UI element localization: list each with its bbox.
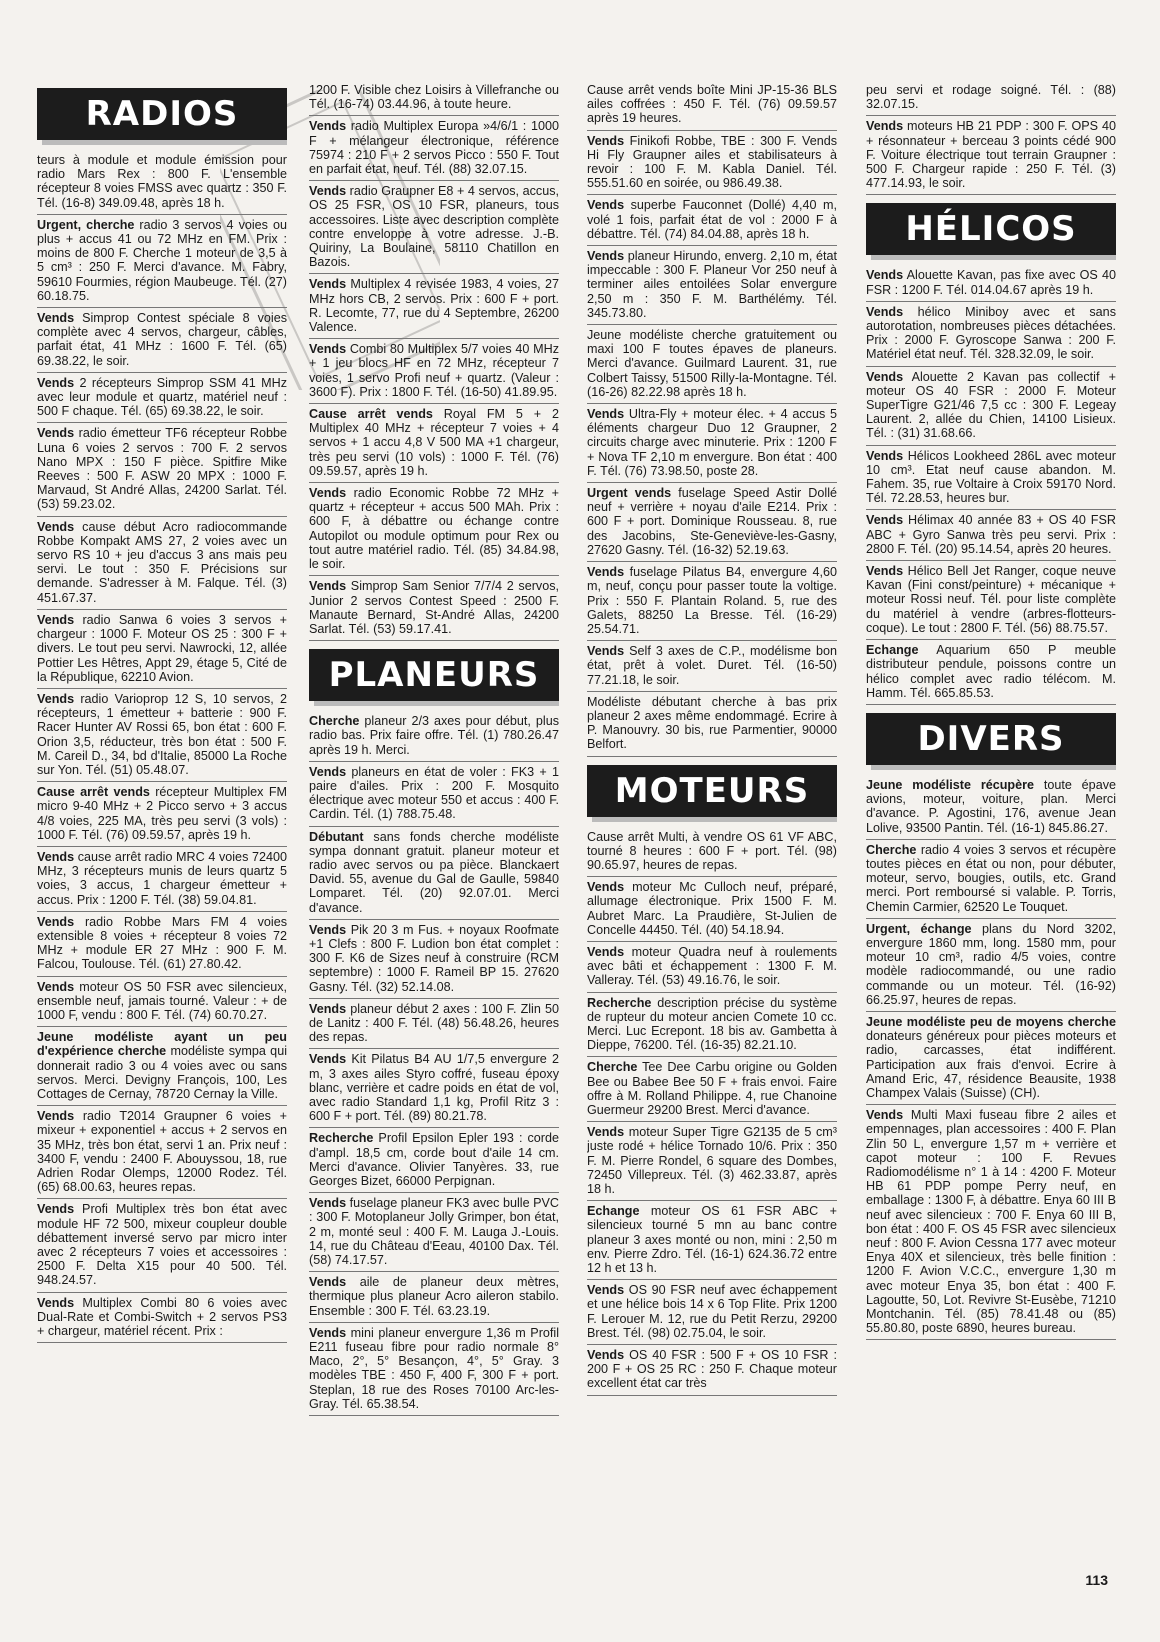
ad-text: Simprop Sam Senior 7/7/4 2 servos, Junior 2 servos Contest Speed : 2500 F. Manaute Bernard, St-André Allas, 24200 Sarlat. Tél. (53) 59.17.41. <box>309 579 559 636</box>
ad-text: radio Varioprop 12 S, 10 servos, 2 récepteurs, 1 émetteur + batterie : 900 F. Racer Hunter AV Rossi 65, bon état : 600 F. Orion 3,5, réducteur, très bon état : 500 F. M. Careil D., 34, bd d'Italie, 85000 La Roche sur Yon. Tél. (51) 05.48.07. <box>37 691 287 777</box>
classified-ad <box>37 977 287 1028</box>
classified-ad <box>37 782 287 847</box>
classified-ad <box>37 689 287 782</box>
ad-lead: Jeune modéliste récupère <box>866 777 1035 792</box>
ad-lead: Vends <box>37 1202 75 1217</box>
ad-lead: Vends <box>587 880 625 895</box>
ad-lead: Débutant <box>309 829 364 844</box>
ad-text: teurs à module et module émission pour radio Mars Rex : 800 F. L'ensemble récepteur 8 voies FMSS avec quartz : 350 F. Tél. (16-8) 349.09.48, après 18 h. <box>37 153 287 210</box>
ad-lead: Vends <box>866 513 904 528</box>
classified-ad <box>309 711 559 762</box>
ad-text: Multiplex Combi 80 6 voies avec Dual-Rate et Combi-Switch + 2 servos PS3 + chargeur, matériel récent. Prix : <box>37 1295 287 1339</box>
classified-ad <box>37 423 287 516</box>
ad-text: moteur Super Tigre G2135 de 5 cm³ juste rodé + hélice Tornado 10/6. Prix : 350 F. M. Pierre Rondel, 6 square des Dombes, 72450 Villepreux. Tél. (3) 462.33.87, après 18 h. <box>587 1125 837 1196</box>
ad-lead: Vends <box>309 579 347 594</box>
ad-text: Modéliste débutant cherche à bas prix planeur 2 axes même endommagé. Ecrire à P. Manouvry. 30 bis, rue Parmentier, 90000 Belfort. <box>587 694 837 752</box>
section-header-planeurs: PLANEURS <box>309 649 559 701</box>
ad-lead: Vends <box>587 198 625 213</box>
ad-text: radio Robbe Mars FM 4 voies extensible 8 voies + récepteur 8 voies 72 MHz + module ER 27 MHz : 900 F. M. Falcou, Toulouse. Tél. (61) 27.80.42. <box>37 914 287 972</box>
classified-ad <box>866 919 1116 1012</box>
ad-lead: Vends <box>587 407 625 422</box>
classified-ad <box>309 116 559 181</box>
section-header-helicos: HÉLICOS <box>866 203 1116 255</box>
ad-lead: Vends <box>866 119 904 134</box>
classified-ad <box>37 847 287 912</box>
ad-text: OS 40 FSR : 500 F + OS 10 FSR : 200 F + OS 25 RC : 250 F. Chaque moteur excellent état car très <box>587 1348 837 1391</box>
ads-divers <box>866 775 1116 1341</box>
classified-ad <box>866 367 1116 446</box>
ad-text: description précise du système de rupteur du moteur ancien Comete 10 cc. Merci. Luc Ecrepont. 18 bis av. Gambetta à Dieppe, 76200. Tél. (16-35) 82.21.10. <box>587 995 837 1053</box>
ad-lead: Echange <box>587 1204 640 1219</box>
ad-text: radio Sanwa 6 voies 3 servos + chargeur : 1000 F. Moteur OS 25 : 300 F + divers. Le tout peu servi. Nawrocki, 12, allée Pottier Les Hêtres, Appt 29, étage 5, Cité de la République, 62210 Avion. <box>37 612 287 684</box>
ad-text: Multiplex 4 revisée 1983, 4 voies, 27 MHz hors CB, 2 servos. Prix : 600 F + port. R. Lecomte, 77, rue du 4 Septembre, 26200 Valence. <box>309 277 559 335</box>
ads-planeurs <box>309 711 559 1416</box>
ad-text: moteur Quadra neuf à roulements avec bâti et échappement : 1300 F. M. Valleray. Tél. (53) 49.16.76, le soir. <box>587 944 837 988</box>
ad-lead: Urgent, échange <box>866 921 972 936</box>
ad-lead: Vends <box>587 249 625 264</box>
ads-planeurs-cont <box>587 80 837 757</box>
classified-ad <box>309 920 559 999</box>
ad-lead: Recherche <box>309 1131 374 1146</box>
ad-lead: Vends <box>309 184 347 199</box>
ad-lead: Vends <box>866 564 904 579</box>
classified-ad <box>587 877 837 942</box>
ads-radios <box>37 150 287 1343</box>
classified-ad <box>587 641 837 692</box>
ad-text: hélico Miniboy avec et sans autorotation, nombreuses pièces détachées. Prix : 2000 F. Gyroscope Sanwa : 200 F. Matériel état neuf. Tél. 328.32.09, le soir. <box>866 304 1116 362</box>
ad-text: OS 90 FSR neuf avec échappement et une hélice bois 14 x 6 Top Flite. Prix 1200 F. Lerouer M. 12, rue du Petit Rerzu, 29200 Brest. Tél. (98) 02.75.04, le soir. <box>587 1283 837 1340</box>
ad-text: moteur OS 61 FSR ABC + silencieux tourné 5 mn au banc contre planeur 3 axes monté ou non, mini : 2,50 m env. Pierre Zdro. Tél. (16-1) 624.36.72 entre 12 h et 13 h. <box>587 1204 837 1276</box>
ad-lead: Vends <box>587 133 625 148</box>
ad-lead: Urgent vends <box>587 486 672 501</box>
classified-ad <box>866 116 1116 195</box>
classified-ad <box>37 373 287 424</box>
ad-lead: Vends <box>37 849 75 864</box>
ad-text: Cause arrêt vends boîte Mini JP-15-36 BLS ailes coffrées : 450 F. Tél. (76) 09.59.57 après 19 heures. <box>587 83 837 126</box>
ad-text: Simprop Contest spéciale 8 voies complète avec 4 servos, chargeur, câbles, parfait état, 41 MHz : 1600 F. Tél. (65) 69.38.22, le soir. <box>37 311 287 368</box>
classified-ad <box>587 827 837 878</box>
classified-ad <box>587 1057 837 1122</box>
classified-ad <box>37 1293 287 1344</box>
ad-text: fuselage planeur FK3 avec bulle PVC : 300 F. Motoplaneur Jolly Grimper, bon état, 2 m, monté seul : 400 F. M. Lauga J.-Louis. 14, rue du Château d'Eeau, 40100 Dax. Tél. (58) 74.17.57. <box>309 1196 559 1268</box>
ad-text: Aquarium 650 P meuble distributeur pendule, poissons contre un hélico complet avec radio télécom. M. Hamm. Tél. 665.85.53. <box>866 643 1116 700</box>
classified-ad <box>866 1105 1116 1340</box>
ad-lead: Echange <box>866 643 919 658</box>
ad-lead: Vends <box>37 979 75 994</box>
classified-ad <box>37 1106 287 1199</box>
classified-ad <box>309 274 559 339</box>
ad-lead: Vends <box>309 1275 347 1290</box>
classified-ad <box>587 1122 837 1201</box>
ad-lead: Vends <box>309 342 347 357</box>
classified-ad <box>309 80 559 116</box>
classified-ad <box>309 576 559 641</box>
ads-moteurs-cont <box>866 80 1116 195</box>
ad-lead: Vends <box>309 922 347 937</box>
ad-lead: Vends <box>309 1196 347 1211</box>
classified-ad <box>37 1027 287 1106</box>
ads-radios-cont <box>309 80 559 641</box>
ad-text: Multi Maxi fuseau fibre 2 ailes et empennages, plan accessoires : 400 F. Plan Zlin 50 L, envergure 1,57 m + verrière et capot moteur : 100 F. Revues Radiomodélisme n° 1 à 14 : 4200 F. Moteur HB 61 PDP pompe Perry neuf, en emballage : 1300 F, à débattre. Enya 60 III B neuf avec silencieux : 700 F. Enya 60 III B, bon état : 400 F. OS 45 FSR avec silencieux neuf : 800 F. Avion Cessna 177 avec moteur Enya 40X et silencieux, très belle finition : 1200 F. Avion V.C.C., envergure 1,30 m avec moteur Enya 35, bon état : 400 F. Lagoutte, 50, Lot. Revivre St-Eusèbe, 71210 Montchanin. Tél. (85) 78.41.48 ou (85) 55.80.80, poste 6890, heures bureau. <box>866 1108 1116 1336</box>
ad-text: sans fonds cherche modéliste sympa donnant gratuit. planeur moteur et radio avec servos ou pa pièce. Blanckaert David. 55, avenue du Gal de Gaulle, 59840 Lomparet. Tél. (20) 92.07.01. Merci d'avance. <box>309 829 559 915</box>
ad-lead: Vends <box>866 304 904 319</box>
ad-text: moteur Mc Culloch neuf, préparé, allumage électronique. Prix 1500 F. M. Aubret Marc. La Praudière, St-Julien de Concelle 44450. Tél. (40) 54.18.94. <box>587 880 837 937</box>
ad-text: radio Graupner E8 + 4 servos, accus, OS 25 FSR, OS 10 FSR, planeurs, tous accessoires. Liste avec description complète contre enveloppe à votre adresse. J.-B. Quiriny, La Boulaine, 58110 Chatillon en Bazois. <box>309 184 559 270</box>
classified-ad <box>309 483 559 576</box>
classified-ad <box>866 265 1116 301</box>
section-header-moteurs: MOTEURS <box>587 765 837 817</box>
classified-ad <box>587 942 837 993</box>
ad-text: mini planeur envergure 1,36 m Profil E211 fuseau fibre pour radio normale 8° Maco, 2°, 5° Besançon, 4°, 5° Gray. 3 modèles TBE : 450 F, 400 F, 300 F + port. Steplan, 18 rue des Roses 70100 Arc-les-Gray. Tél. 65.38.54. <box>309 1325 559 1411</box>
ad-lead: Vends <box>587 944 625 959</box>
ad-lead: Jeune modéliste ayant un peu d'expérience cherche <box>37 1030 287 1059</box>
classified-ad <box>37 308 287 373</box>
ad-text: moteurs HB 21 PDP : 300 F. OPS 40 + résonnateur + berceau 3 points cédé 900 F. Voiture électrique tout terrain Graupner : 500 F. Chargeur rapide : 250 F. Tél. (3) 477.14.93, le soir. <box>866 119 1116 191</box>
column-4 <box>866 80 1116 1580</box>
ad-lead: Vends <box>309 1001 347 1016</box>
classified-ad <box>866 561 1116 640</box>
classified-ad <box>866 775 1116 840</box>
ad-text: Combi 80 Multiplex 5/7 voies 40 MHz + 1 jeu blocs HF en 72 MHz, récepteur 7 voies, 1 servo Profi neuf + quartz. (Valeur : 3600 F). Prix : 1800 F. Tél. (16-50) 41.89.95. <box>309 342 559 399</box>
ad-text: Ultra-Fly + moteur élec. + 4 accus 5 éléments chargeur Duo 12 Graupner, 2 circuits charge avec minuterie. Prix : 1200 F + Nova TF 2,10 m envergure. Bon état : 400 F. Tél. (76) 73.98.50, poste 28. <box>587 407 837 478</box>
ad-text: Kit Pilatus B4 AU 1/7,5 envergure 2 m, 3 axes ailes Styro coffré, fuseau époxy blanc, verrière et cadre poids en état de vol, avec radio Standard 1,1 kg, Profil Ritz 3 : 600 F + port. Tél. (89) 80.21.78. <box>309 1052 559 1124</box>
classified-ad <box>587 562 837 641</box>
ad-text: Hélico Bell Jet Ranger, coque neuve Kavan (Fini const/peinture) + mécanique + moteur Rossi neuf. Tél. pour liste complète du matériel à vendre (arbres-flotteurs-coque). Le tout : 2800 F. Tél. (56) 88.75.57. <box>866 564 1116 635</box>
ads-moteurs <box>587 827 837 1396</box>
classified-ad <box>37 215 287 308</box>
ad-lead: Vends <box>309 1052 347 1067</box>
classified-ad <box>587 404 837 483</box>
ad-text: cause arrêt radio MRC 4 voies 72400 MHz, 3 récepteurs munis de leurs quartz 5 voies, 3 accus, 1 chargeur émetteur + accus. Prix : 1200 F. Tél. (38) 59.04.81. <box>37 849 287 907</box>
ad-text: Profi Multiplex très bon état avec module HF 72 500, mixeur coupleur double débattement inversé servo par micro inter avec 2 récepteurs 7 voies et accessoires : 2500 F. Delta X15 pour 40 500. Tél. 948.24.57. <box>37 1202 287 1288</box>
classified-ad <box>309 827 559 920</box>
ad-text: récepteur Multiplex FM micro 9-40 MHz + 2 Picco servo + 3 accus 4/8 voies, 225 MA, très peu servi (3 vols) : 1000 F. Tél. (76) 09.59.57, après 19 h. <box>37 785 287 842</box>
classified-ad <box>309 1272 559 1323</box>
ad-text: modéliste sympa qui donnerait radio 3 ou 4 voies avec ou sans servos. Merci. Devigny François, 100, Les Cottages de Cernay, 78720 Cernay la Ville. <box>37 1044 287 1101</box>
classified-ad <box>866 80 1116 116</box>
classified-ad <box>866 446 1116 511</box>
ad-text: radio Economic Robbe 72 MHz + quartz + récepteur + accus 500 MAh. Prix : 600 F, à débattre ou échange contre Autopilot ou module optimum pour Rex ou tout autre matériel radio. Tél. (85) 34.84.98, le soir. <box>309 486 559 572</box>
ads-helicos <box>866 265 1116 704</box>
ad-lead: Vends <box>309 119 347 134</box>
classified-ad <box>309 762 559 827</box>
section-header-radios: RADIOS <box>37 88 287 140</box>
classified-ad <box>866 840 1116 919</box>
ad-text: radio T2014 Graupner 6 voies + mixeur + exponentiel + accus + 2 servos en 35 MHz, très bon état, servi 1 an. Prix neuf : 3400 F, vendu : 2400 F. Abouyssou, 18, rue Adrien Rodar Olemps, 12000 Rodez. Tél. (65) 68.00.63, heures repas. <box>37 1109 287 1195</box>
classified-ad <box>309 1049 559 1128</box>
classified-ad <box>587 993 837 1058</box>
ad-text: Hélicos Lookheed 286L avec moteur 10 cm³. Etat neuf cause abandon. M. Fahem. 35, rue Voltaire à Croix 59170 Nord. Tél. 72.28.53, heures bur. <box>866 448 1116 506</box>
classified-ad <box>309 999 559 1050</box>
ad-lead: Vends <box>309 277 347 292</box>
ad-text: Self 3 axes de C.P., modélisme bon état, prêt à volet. Duret. Tél. (16-50) 77.21.18, le soir. <box>587 644 837 687</box>
ad-text: cause début Acro radiocommande Robbe Kompakt AMS 27, 2 voies avec un servo RS 10 + jeu d'accus 3 ans mais peu servi. Le tout : 350 F. Précisions sur demande. S'adresser à M. Falque. Tél. (3) 451.67.37. <box>37 519 287 605</box>
ad-lead: Vends <box>866 1108 904 1123</box>
ad-text: moteur OS 50 FSR avec silencieux, ensemble neuf, jamais tourné. Valeur : + de 1000 F, vendu : 800 F. Tél. (74) 60.70.27. <box>37 979 287 1022</box>
ad-lead: Vends <box>37 375 75 390</box>
ad-lead: Vends <box>309 486 347 501</box>
ad-text: Pik 20 3 m Fus. + noyaux Roofmate +1 Clefs : 800 F. Ludion bon état complet : 300 F. K6 de Sizes neuf à construire (RCM septembre) : 1000 F. Rameil BP 15. 27620 Gasny. Tél. (32) 52.14.08. <box>309 922 559 994</box>
ad-text: fuselage Pilatus B4, envergure 4,60 m, neuf, conçu pour passer toute la voltige. Prix : 550 F. Plantain Roland. 5, rue des Galets, 88250 La Bresse. Tél. (16-29) 25.54.71. <box>587 565 837 636</box>
classified-ad <box>309 1323 559 1416</box>
classified-ad <box>309 181 559 274</box>
ad-lead: Vends <box>37 1109 75 1124</box>
ad-lead: Vends <box>37 612 75 627</box>
ad-lead: Vends <box>37 691 75 706</box>
ad-lead: Cherche <box>587 1060 638 1075</box>
ad-lead: Cherche <box>309 714 360 729</box>
classified-ad <box>37 150 287 215</box>
ad-lead: Vends <box>866 268 904 283</box>
classified-ad <box>587 80 837 131</box>
ad-text: radio 3 servos 4 voies ou plus + accus 41 ou 72 MHz en FM. Prix : moins de 800 F. Cherche 1 moteur de 3,5 à 5 cm³ : 250 F. Merci d'avance. M. Fabry, 59610 Fourmies, région Maubeuge. Tél. (27) 60.18.75. <box>37 217 287 303</box>
ad-lead: Vends <box>587 1125 625 1140</box>
classified-ad <box>866 302 1116 367</box>
ad-text: plans du Nord 3202, envergure 1860 mm, long. 1580 mm, pour moteur 10 cm³, radio 4/5 voies, contre modèle radiocommandé, ou une radio commande ou un moteur. Tél. (16-92) 66.25.97, heures de repas. <box>866 921 1116 1007</box>
column-1 <box>37 80 287 1580</box>
classified-ad <box>37 610 287 689</box>
ad-lead: Vends <box>587 565 625 580</box>
ad-text: Hélimax 40 année 83 + OS 40 FSR ABC + Gyro Sanwa très peu servi. Prix : 2800 F. Tél. (20) 95.14.54, après 20 heures. <box>866 513 1116 556</box>
ad-text: Alouette 2 Kavan pas collectif + moteur OS 40 FSR : 2000 F. Moteur SuperTigre G21/46 7,5 cc : 300 F. Legeay Laurent. 2, allée du Chien, 14100 Lisieux. Tél. : (31) 31.68.66. <box>866 369 1116 441</box>
ad-text: planeur 2/3 axes pour début, plus radio bas. Prix faire offre. Tél. (1) 780.26.47 après 19 h. Merci. <box>309 714 559 757</box>
classified-ad <box>587 195 837 246</box>
ad-lead: Vends <box>37 311 75 326</box>
ad-lead: Vends <box>309 764 347 779</box>
ad-text: Alouette Kavan, pas fixe avec OS 40 FSR : 1200 F. Tél. 014.04.67 après 19 h. <box>866 268 1116 297</box>
ad-text: toute épave avions, moteur, voiture, plan. Merci d'avance. P. Agostini, 176, avenue Jean Lolive, 93500 Pantin. Tél. (16-1) 845.86.27. <box>866 777 1116 835</box>
classified-ad <box>37 1199 287 1292</box>
column-2 <box>309 80 559 1580</box>
ad-text: Cause arrêt Multi, à vendre OS 61 VF ABC, tourné 8 heures : 600 F + port. Tél. (98) 90.65.97, heures de repas. <box>587 829 837 872</box>
ad-text: donateurs généreux pour pièces moteurs et radio, carcasses, état indifférent. Participation aux frais d'envoi. Ecrire à Amand Eric, 47, résidence Beausite, 1938 Champex Valais (Suisse) (CH). <box>866 1029 1116 1100</box>
ad-lead: Vends <box>309 1325 347 1340</box>
ad-lead: Cherche <box>866 842 917 857</box>
ad-text: radio 4 voies 3 servos et récupère toutes pièces en état ou non, pour débuter, moteur, servo, bougies, outils, etc. Grand merci. Port remboursé si valable. P. Torris, Chemin Carmier, 62520 Le Touquet. <box>866 842 1116 914</box>
ad-text: fuselage Speed Astir Dollé neuf + verrière + noyau d'aile E214. Prix : 600 F + port. Dominique Rousseau. 8, rue des Jacobins, Ste-Geneviève-les-Gasny, 27620 Gasny. Tél. (16-32) 52.19.63. <box>587 486 837 557</box>
classified-ad <box>587 692 837 757</box>
classified-ad <box>866 510 1116 561</box>
ad-lead: Recherche <box>587 995 652 1010</box>
page-number: 113 <box>1085 1572 1108 1588</box>
classified-ad <box>309 1128 559 1193</box>
classified-ad <box>309 339 559 404</box>
ad-text: Profil Epsilon Epler 193 : corde d'ampl. 18,5 cm, corde bout d'aile 14 cm. Merci d'avance. Olivier Tanyères. 33, rue Georges Bizet, 66000 Perpignan. <box>309 1131 559 1188</box>
ad-text: Tee Dee Carbu origine ou Golden Bee ou Babee Bee 50 F + frais envoi. Faire offre à M. Rolland Philippe. 4, rue Chanoine Guermeur 29200 Brest. Merci d'avance. <box>587 1060 837 1117</box>
ad-text: radio Multiplex Europa »4/6/1 : 1000 F + mélangeur électronique, référence 75974 : 210 F + 2 servos Picco : 550 F. Tout en parfait état, neuf. Tél. (88) 32.07.15. <box>309 119 559 177</box>
ad-lead: Cause arrêt vends <box>37 785 150 800</box>
ad-lead: Vends <box>37 1295 75 1310</box>
ad-text: planeur début 2 axes : 100 F. Zlin 50 de Lanitz : 400 F. Tél. (48) 56.48.26, heures des repas. <box>309 1001 559 1045</box>
ad-text: planeur Hirundo, enverg. 2,10 m, état impeccable : 300 F. Planeur Vor 250 neuf à terminer ailes entoilées Solar envergure 2,50 m : 350 F. M. Barthélémy. Tél. 345.73.80. <box>587 249 837 320</box>
column-3 <box>587 80 837 1580</box>
ad-lead: Vends <box>587 644 625 659</box>
classified-ad <box>866 640 1116 705</box>
ad-text: superbe Fauconnet (Dollé) 4,40 m, volé 1 fois, parfait état de vol : 2000 F à débattre. Tél. (74) 84.04.88, après 18 h. <box>587 198 837 241</box>
ad-lead: Vends <box>587 1283 625 1298</box>
classified-ad <box>309 404 559 483</box>
ad-text: 1200 F. Visible chez Loisirs à Villefranche ou Tél. (16-74) 03.44.96, à toute heure. <box>309 83 559 112</box>
ad-text: peu servi et rodage soigné. Tél. : (88) 32.07.15. <box>866 83 1116 112</box>
ad-text: radio émetteur TF6 récepteur Robbe Luna 6 voies 2 servos : 700 F. 2 servos Nano MPX : 150 F pièce. Spitfire Mike Reeves : 500 F. ASW 20 MPX : 1000 F. Marvaud, St André Allas, 24200 Sarlat. Tél. (53) 59.23.02. <box>37 426 287 512</box>
ad-lead: Cause arrêt vends <box>309 407 433 422</box>
classified-ad <box>587 483 837 562</box>
ad-lead: Vends <box>37 519 75 534</box>
classified-ad <box>37 517 287 610</box>
section-header-divers: DIVERS <box>866 713 1116 765</box>
classified-ad <box>587 325 837 404</box>
ad-lead: Vends <box>866 448 904 463</box>
classified-ad <box>587 1201 837 1280</box>
ad-text: 2 récepteurs Simprop SSM 41 MHz avec leur module et quartz, matériel neuf : 500 F chaque. Tél. (65) 69.38.22, le soir. <box>37 375 287 419</box>
ad-text: planeurs en état de voler : FK3 + 1 paire d'ailes. Prix : 200 F. Mosquito électrique avec moteur 550 et accus : 400 F. Cardin. Tél. (1) 788.75.48. <box>309 764 559 822</box>
ad-lead: Urgent, cherche <box>37 217 135 232</box>
ad-lead: Vends <box>587 1348 625 1363</box>
ad-text: Jeune modéliste cherche gratuitement ou maxi 100 F toutes épaves de planeurs. Merci d'avance. Guilmard Laurent. 31, rue Colbert Taissy, 51500 Rilly-la-Montagne. Tél. (16-26) 82.22.98 après 18 h. <box>587 328 837 399</box>
classified-ad <box>866 1012 1116 1105</box>
ad-lead: Jeune modéliste peu de moyens cherche <box>866 1014 1116 1029</box>
classified-ad <box>587 1280 837 1345</box>
classified-ad <box>587 1345 837 1396</box>
classified-ad <box>587 131 837 196</box>
classified-ad <box>37 912 287 977</box>
ad-text: Royal FM 5 + 2 Multiplex 40 MHz + récepteur 7 voies + 4 servos + 1 accu 4,8 V 500 MA +1 chargeur, très peu servi (10 vols) : 1000 F. Tél. (76) 09.59.57, après 19 h. <box>309 407 559 478</box>
ad-text: Finikofi Robbe, TBE : 300 F. Vends Hi Fly Graupner ailes et stabilisateurs à revoir : 100 F. M. Kabla Daniel. Tél. 555.51.60 en soirée, ou 986.49.38. <box>587 133 837 191</box>
classified-ad <box>309 1193 559 1272</box>
ad-text: aile de planeur deux mètres, thermique plus planeur Acro aileron stabilo. Ensemble : 300 F. Tél. 63.23.19. <box>309 1275 559 1318</box>
ad-lead: Vends <box>37 426 75 441</box>
ad-lead: Vends <box>866 369 904 384</box>
classified-ad <box>587 246 837 325</box>
ad-lead: Vends <box>37 914 75 929</box>
